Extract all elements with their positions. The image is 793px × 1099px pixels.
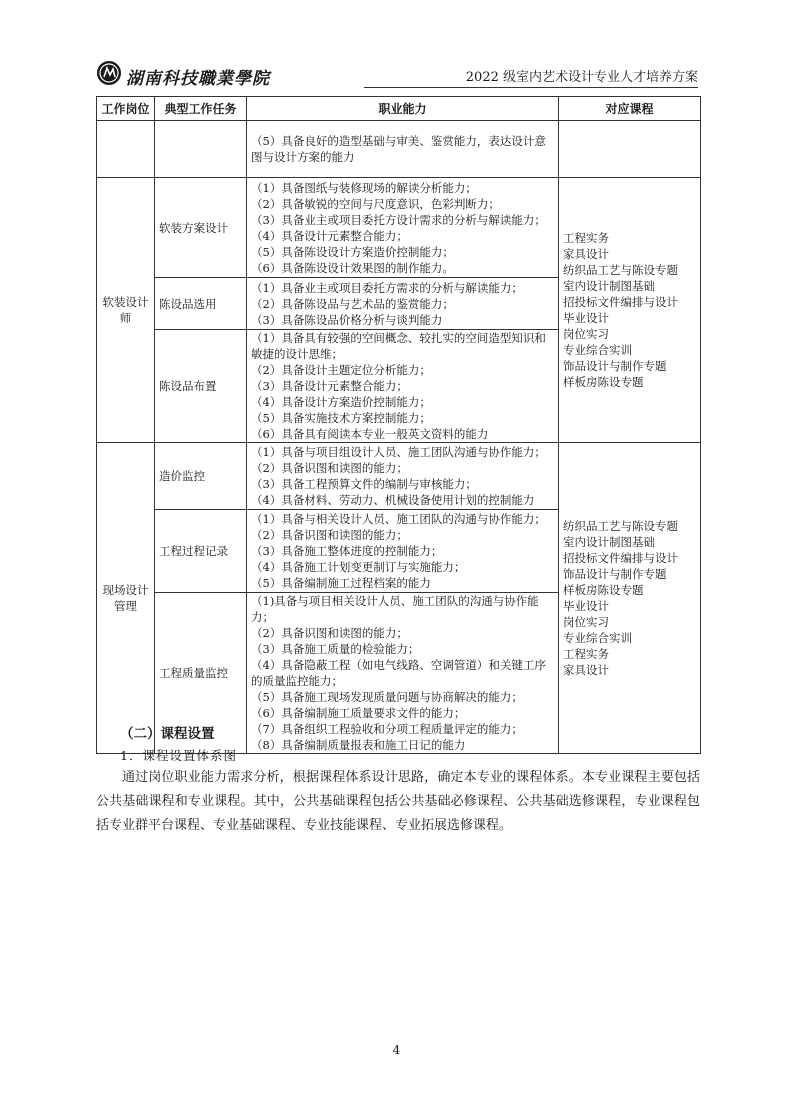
school-logo-icon xyxy=(96,60,122,86)
ability-cell xyxy=(247,593,559,754)
ability-item: （4）具备施工计划变更制订与实施能力； xyxy=(251,560,466,574)
course-item: 饰品设计与制作专题 xyxy=(563,567,667,581)
table-row xyxy=(97,178,701,278)
course-cell xyxy=(559,443,701,754)
task-cell: 陈设品选用 xyxy=(155,278,247,330)
course-item: 专业综合实训 xyxy=(563,343,632,357)
course-item: 室内设计制图基础 xyxy=(563,279,655,293)
ability-item: （3）具备施工整体进度的控制能力； xyxy=(251,544,443,558)
body-paragraph xyxy=(96,766,700,838)
course-item: 家具设计 xyxy=(563,663,609,677)
ability-item: （3）具备陈设品价格分析与谈判能力 xyxy=(251,312,443,327)
ability-item: （6）具备具有阅读本专业一般英文资料的能力 xyxy=(251,427,489,441)
ability-item: （3）具备工程预算文件的编制与审核能力； xyxy=(251,477,477,491)
page-number: 4 xyxy=(392,1043,401,1057)
empty-cell xyxy=(559,121,701,178)
page-header xyxy=(96,56,698,90)
ability-item: （2）具备识图和读图的能力； xyxy=(251,528,408,542)
course-item: 室内设计制图基础 xyxy=(563,535,655,549)
task-cell: 工程过程记录 xyxy=(155,510,247,593)
ability-cell xyxy=(247,443,559,510)
ability-item: （5）具备编制施工过程档案的能力 xyxy=(251,576,431,590)
ability-item: （1）具备具有较强的空间概念、较扎实的空间造型知识和敏捷的设计思维； xyxy=(251,331,546,361)
ability-item: （2）具备识图和读图的能力； xyxy=(251,626,408,640)
ability-item: （3）具备设计元素整合能力； xyxy=(251,379,408,393)
ability-item: （5）具备施工现场发现质量问题与协商解决的能力； xyxy=(251,690,523,704)
ability-item: （1)具备与项目相关设计人员、施工团队的沟通与协作能力； xyxy=(251,594,539,624)
ability-item: （1）具备图纸与装修现场的解读分析能力； xyxy=(251,180,477,195)
ability-cell xyxy=(247,510,559,593)
course-item: 专业综合实训 xyxy=(563,631,632,645)
role-cell: 现场设计管理 xyxy=(97,443,155,754)
ability-item: （5）具备实施技术方案控制能力； xyxy=(251,411,431,425)
ability-item: （5）具备陈设设计方案造价控制能力； xyxy=(251,244,454,259)
ability-cell xyxy=(247,178,559,278)
course-item: 样板房陈设专题 xyxy=(563,375,644,389)
task-cell: 工程质量监控 xyxy=(155,593,247,754)
ability-item: （6）具备编制施工质量要求文件的能力； xyxy=(251,706,466,720)
course-item: 毕业设计 xyxy=(563,311,609,325)
ability-item: （5）具备良好的造型基础与审美、鉴赏能力，表达设计意图与设计方案的能力 xyxy=(251,134,546,164)
ability-item: （2）具备识图和读图的能力； xyxy=(251,461,408,475)
ability-item: （3）具备业主或项目委托方设计需求的分析与解读能力； xyxy=(251,212,546,227)
course-item: 工程实务 xyxy=(563,647,609,661)
header-rule xyxy=(364,87,698,88)
course-item: 毕业设计 xyxy=(563,599,609,613)
ability-cell xyxy=(247,121,559,178)
course-item: 纺织品工艺与陈设专题 xyxy=(563,519,678,533)
course-item: 家具设计 xyxy=(563,247,609,261)
empty-cell xyxy=(155,121,247,178)
empty-cell xyxy=(97,121,155,178)
ability-item: （4）具备设计方案造价控制能力； xyxy=(251,395,431,409)
course-item: 招投标文件编排与设计 xyxy=(563,295,678,309)
ability-item: （2）具备设计主题定位分析能力； xyxy=(251,363,431,377)
header-job-position: 工作岗位 xyxy=(97,97,155,121)
document-title: 2022 级室内艺术设计专业人才培养方案 xyxy=(465,70,698,85)
ability-item: （1）具备业主或项目委托方需求的分析与解读能力； xyxy=(251,280,523,295)
paragraph-text: 通过岗位职业能力需求分析，根据课程体系设计思路，确定本专业的课程体系。本专业课程主要包括公共基础课程和专业课程。其中，公共基础课程包括公共基础必修课程、公共基础选修课程，专业课程包括专业群平台课程、专业基础课程、专业技能课程、专业拓展选修课程。 xyxy=(96,770,700,833)
course-cell xyxy=(559,178,701,443)
ability-item: （1）具备与项目组设计人员、施工团队沟通与协作能力； xyxy=(251,445,546,459)
course-item: 岗位实习 xyxy=(563,615,609,629)
school-name: 湖南科技職業學院 xyxy=(126,69,270,89)
task-cell: 陈设品布置 xyxy=(155,330,247,443)
ability-item: （2）具备敏锐的空间与尺度意识，色彩判断力； xyxy=(251,196,500,211)
ability-item: （3）具备施工质量的检验能力； xyxy=(251,642,420,656)
header-professional-ability: 职业能力 xyxy=(247,97,559,121)
header-corresponding-courses: 对应课程 xyxy=(559,97,701,121)
table-header-row xyxy=(97,97,701,121)
course-item: 工程实务 xyxy=(563,231,609,245)
job-ability-table xyxy=(96,96,701,754)
header-typical-task: 典型工作任务 xyxy=(155,97,247,121)
task-cell: 造价监控 xyxy=(155,443,247,510)
ability-item: （8）具备编制质量报表和施工日记的能力 xyxy=(251,738,466,752)
course-item: 样板房陈设专题 xyxy=(563,583,644,597)
ability-item: （1）具备与相关设计人员、施工团队的沟通与协作能力； xyxy=(251,512,546,526)
ability-item: （2）具备陈设品与艺术品的鉴赏能力； xyxy=(251,296,454,311)
ability-cell xyxy=(247,330,559,443)
course-item: 饰品设计与制作专题 xyxy=(563,359,667,373)
ability-item: （7）具备组织工程验收和分项工程质量评定的能力； xyxy=(251,722,523,736)
table-row xyxy=(97,443,701,510)
course-item: 纺织品工艺与陈设专题 xyxy=(563,263,678,277)
task-cell: 软装方案设计 xyxy=(155,178,247,278)
ability-item: （4）具备设计元素整合能力； xyxy=(251,228,408,243)
ability-item: （4）具备隐蔽工程（如电气线路、空调管道）和关键工序的质量监控能力； xyxy=(251,658,546,688)
ability-cell xyxy=(247,278,559,330)
section-heading: （二）课程设置 xyxy=(120,726,215,742)
course-item: 招投标文件编排与设计 xyxy=(563,551,678,565)
role-cell: 软装设计师 xyxy=(97,178,155,443)
ability-item: （6）具备陈设设计效果图的制作能力。 xyxy=(251,260,454,275)
ability-item: （4）具备材料、劳动力、机械设备使用计划的控制能力 xyxy=(251,493,535,507)
course-item: 岗位实习 xyxy=(563,327,609,341)
section-subheading: 1．课程设置体系图 xyxy=(120,748,237,763)
table-row-continued xyxy=(97,121,701,178)
